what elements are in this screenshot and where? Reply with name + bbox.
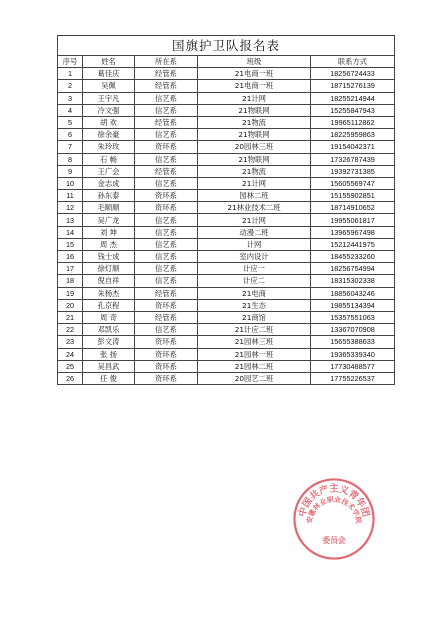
cell-contact: 15655388633 — [311, 336, 395, 348]
cell-class: 21物联网 — [198, 129, 311, 141]
header-name: 姓名 — [83, 56, 135, 68]
table-row — [58, 116, 395, 128]
cell-class: 21电商 — [198, 287, 311, 299]
cell-name: 吴佩 — [83, 80, 135, 92]
table-row — [58, 275, 395, 287]
table-row — [58, 287, 395, 299]
cell-contact: 18256724433 — [311, 68, 395, 80]
cell-department: 信艺系 — [135, 251, 198, 263]
cell-index: 11 — [58, 190, 83, 202]
header-index: 序号 — [58, 56, 83, 68]
cell-department: 资环系 — [135, 372, 198, 384]
cell-contact: 19855134394 — [311, 299, 395, 311]
cell-name: 王广会 — [83, 165, 135, 177]
cell-department: 经管系 — [135, 165, 198, 177]
cell-index: 14 — [58, 226, 83, 238]
cell-index: 26 — [58, 372, 83, 384]
cell-class: 21电商一班 — [198, 68, 311, 80]
cell-name: 吴昌武 — [83, 360, 135, 372]
cell-name: 孙东泰 — [83, 190, 135, 202]
cell-contact: 18455233260 — [311, 251, 395, 263]
table-row — [58, 202, 395, 214]
cell-contact: 13367070908 — [311, 324, 395, 336]
cell-contact: 19965112862 — [311, 116, 395, 128]
table-row — [58, 153, 395, 165]
table-row — [58, 360, 395, 372]
cell-contact: 17326787439 — [311, 153, 395, 165]
table-row — [58, 226, 395, 238]
cell-department: 经管系 — [135, 80, 198, 92]
cell-contact: 18256754994 — [311, 263, 395, 275]
table-row — [58, 141, 395, 153]
cell-index: 25 — [58, 360, 83, 372]
cell-class: 20园林三班 — [198, 141, 311, 153]
cell-department: 资环系 — [135, 299, 198, 311]
table-body — [58, 68, 395, 385]
cell-class: 21电商一班 — [198, 80, 311, 92]
cell-class: 21物流 — [198, 165, 311, 177]
cell-class: 21物联网 — [198, 104, 311, 116]
cell-index: 8 — [58, 153, 83, 165]
seal-bottom-text: 委员会 — [322, 536, 346, 546]
cell-name: 张 扬 — [83, 348, 135, 360]
cell-index: 17 — [58, 263, 83, 275]
cell-department: 信艺系 — [135, 275, 198, 287]
cell-contact: 18315302338 — [311, 275, 395, 287]
cell-name: 周 杰 — [83, 238, 135, 250]
table-row — [58, 324, 395, 336]
table-row — [58, 104, 395, 116]
table-row — [58, 299, 395, 311]
cell-index: 15 — [58, 238, 83, 250]
cell-name: 徐余豪 — [83, 129, 135, 141]
cell-department: 经管系 — [135, 68, 198, 80]
cell-contact: 15212441975 — [311, 238, 395, 250]
cell-department: 经管系 — [135, 311, 198, 323]
registration-table — [57, 35, 395, 385]
table-row — [58, 238, 395, 250]
registration-sheet — [57, 35, 394, 385]
cell-name: 吴广龙 — [83, 214, 135, 226]
cell-contact: 15155902851 — [311, 190, 395, 202]
cell-name: 葛佳庆 — [83, 68, 135, 80]
cell-name: 石 畅 — [83, 153, 135, 165]
cell-class: 21园林三班 — [198, 336, 311, 348]
cell-contact: 13965967498 — [311, 226, 395, 238]
cell-contact: 19955061817 — [311, 214, 395, 226]
cell-name: 王宇凡 — [83, 92, 135, 104]
cell-class: 计应二 — [198, 275, 311, 287]
table-row — [58, 68, 395, 80]
cell-name: 周 奇 — [83, 311, 135, 323]
cell-contact: 19392731385 — [311, 165, 395, 177]
cell-class: 21物联网 — [198, 153, 311, 165]
table-row — [58, 251, 395, 263]
cell-name: 刘 坤 — [83, 226, 135, 238]
cell-department: 信艺系 — [135, 324, 198, 336]
cell-department: 资环系 — [135, 360, 198, 372]
cell-index: 24 — [58, 348, 83, 360]
cell-index: 7 — [58, 141, 83, 153]
cell-name: 孔京程 — [83, 299, 135, 311]
cell-department: 信艺系 — [135, 214, 198, 226]
cell-class: 21园林一班 — [198, 348, 311, 360]
cell-class: 动漫二班 — [198, 226, 311, 238]
cell-class: 21商馆 — [198, 311, 311, 323]
title-row — [58, 36, 395, 56]
table-row — [58, 129, 395, 141]
cell-name: 徐灯顺 — [83, 263, 135, 275]
cell-class: 21林业技术二班 — [198, 202, 311, 214]
cell-department: 经管系 — [135, 287, 198, 299]
cell-contact: 15255847943 — [311, 104, 395, 116]
cell-index: 9 — [58, 165, 83, 177]
cell-index: 21 — [58, 311, 83, 323]
table-row — [58, 336, 395, 348]
table-row — [58, 177, 395, 189]
table-row — [58, 263, 395, 275]
table-row — [58, 80, 395, 92]
cell-name: 朱杨杰 — [83, 287, 135, 299]
cell-name: 倪自祥 — [83, 275, 135, 287]
cell-department: 资环系 — [135, 141, 198, 153]
cell-index: 10 — [58, 177, 83, 189]
cell-class: 21计网 — [198, 177, 311, 189]
cell-index: 6 — [58, 129, 83, 141]
cell-department: 信艺系 — [135, 226, 198, 238]
cell-name: 钱士成 — [83, 251, 135, 263]
cell-contact: 19365339340 — [311, 348, 395, 360]
cell-department: 资环系 — [135, 336, 198, 348]
cell-name: 朱玲玫 — [83, 141, 135, 153]
cell-department: 经管系 — [135, 116, 198, 128]
cell-index: 1 — [58, 68, 83, 80]
cell-department: 资环系 — [135, 202, 198, 214]
cell-name: 彭文涛 — [83, 336, 135, 348]
cell-contact: 17730488577 — [311, 360, 395, 372]
cell-department: 信艺系 — [135, 129, 198, 141]
cell-department: 信艺系 — [135, 153, 198, 165]
cell-department: 信艺系 — [135, 263, 198, 275]
cell-department: 信艺系 — [135, 177, 198, 189]
table-row — [58, 190, 395, 202]
cell-index: 19 — [58, 287, 83, 299]
cell-contact: 15605569747 — [311, 177, 395, 189]
header-contact: 联系方式 — [311, 56, 395, 68]
cell-name: 冷文强 — [83, 104, 135, 116]
cell-class: 计网 — [198, 238, 311, 250]
cell-contact: 17755226537 — [311, 372, 395, 384]
cell-contact: 18225959863 — [311, 129, 395, 141]
cell-index: 16 — [58, 251, 83, 263]
cell-class: 园林二班 — [198, 190, 311, 202]
cell-class: 21物流 — [198, 116, 311, 128]
cell-department: 信艺系 — [135, 92, 198, 104]
cell-contact: 18715276139 — [311, 80, 395, 92]
cell-index: 2 — [58, 80, 83, 92]
table-row — [58, 311, 395, 323]
seal-outer-text: 中国共产主义青年团 — [296, 483, 372, 519]
cell-department: 信艺系 — [135, 238, 198, 250]
cell-class: 计应一 — [198, 263, 311, 275]
cell-class: 21计网 — [198, 92, 311, 104]
cell-class: 21计应二班 — [198, 324, 311, 336]
cell-index: 23 — [58, 336, 83, 348]
cell-index: 18 — [58, 275, 83, 287]
cell-index: 13 — [58, 214, 83, 226]
cell-name: 任 俊 — [83, 372, 135, 384]
cell-contact: 19154042371 — [311, 141, 395, 153]
cell-name: 毛顺顺 — [83, 202, 135, 214]
cell-department: 资环系 — [135, 348, 198, 360]
cell-class: 20园艺二班 — [198, 372, 311, 384]
cell-index: 5 — [58, 116, 83, 128]
cell-index: 4 — [58, 104, 83, 116]
cell-class: 21计网 — [198, 214, 311, 226]
header-class: 班级 — [198, 56, 311, 68]
seal-inner-text: 安徽林业职业技术学院 — [305, 495, 363, 525]
cell-name: 胡 欢 — [83, 116, 135, 128]
cell-class: 21园林二班 — [198, 360, 311, 372]
cell-contact: 18856043246 — [311, 287, 395, 299]
header-row — [58, 56, 395, 68]
cell-department: 资环系 — [135, 190, 198, 202]
cell-name: 金志成 — [83, 177, 135, 189]
cell-contact: 18255214944 — [311, 92, 395, 104]
cell-index: 12 — [58, 202, 83, 214]
table-row — [58, 214, 395, 226]
cell-name: 邓凯乐 — [83, 324, 135, 336]
cell-contact: 15357551063 — [311, 311, 395, 323]
page-title: 国旗护卫队报名表 — [58, 36, 395, 56]
table-row — [58, 348, 395, 360]
cell-index: 22 — [58, 324, 83, 336]
cell-index: 20 — [58, 299, 83, 311]
header-department: 所在系 — [135, 56, 198, 68]
cell-class: 室内设计 — [198, 251, 311, 263]
cell-class: 21生态 — [198, 299, 311, 311]
cell-contact: 18714910652 — [311, 202, 395, 214]
cell-index: 3 — [58, 92, 83, 104]
official-seal — [291, 476, 377, 562]
table-row — [58, 92, 395, 104]
table-row — [58, 165, 395, 177]
cell-department: 信艺系 — [135, 104, 198, 116]
table-row — [58, 372, 395, 384]
